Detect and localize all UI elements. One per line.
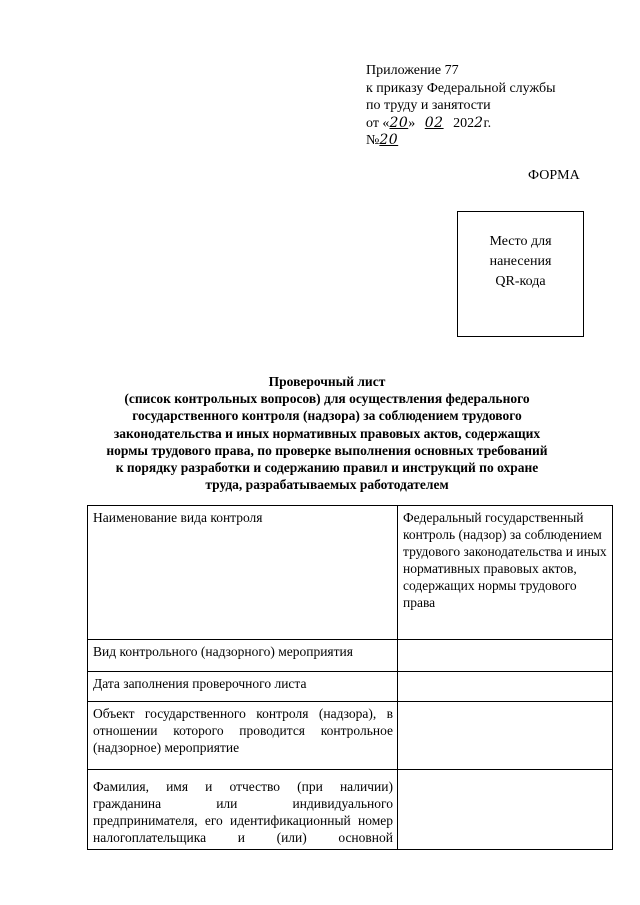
document-title [92,373,562,493]
table-row [88,672,613,702]
title-line-1: Проверочный лист [268,374,386,389]
title-line-5: нормы трудового права, по проверке выполнения основных требований [106,442,548,458]
table-cell-label: Вид контрольного (надзорного) мероприятия [88,640,398,672]
qr-box-line-3: QR-кода [495,274,546,289]
table-cell-value [398,672,613,702]
form-label: ФОРМА [528,168,580,183]
date-month: 02 [424,114,444,131]
annex-line-2: к приказу Федеральной службы [366,80,556,96]
qr-box-line-2: нанесения [489,254,552,269]
table-cell-label: Дата заполнения проверочного листа [88,672,398,702]
table-cell-value [398,770,613,850]
table-cell-label: Наименование вида контроля [88,506,398,640]
table-row [88,702,613,770]
table-row [88,640,613,672]
qr-code-placeholder [457,211,584,337]
table-cell-value [398,640,613,672]
annex-block [366,62,555,150]
table-cell-value: Федеральный государственный контроль (надзор) за соблюдением трудового законодательства и иных нормативных правовых актов, содержащих нормы трудового права [398,506,613,640]
date-day: 20 [389,114,409,131]
annex-line-1: Приложение 77 [366,63,459,78]
table-cell-label: Объект государственного контроля (надзора), в отношении которого проводится контрольное (надзорное) мероприятие [88,702,398,770]
table-cell-label: Фамилия, имя и отчество (при наличии) гражданина или индивидуального предпринимателя, его идентификационный номер налогоплательщика и (или) основной [88,770,398,850]
date-year-prefix: 202 [449,115,475,131]
title-line-7: труда, разрабатываемых работодателем [205,477,449,493]
date-year-digit: 2 [474,114,484,131]
date-prefix: от « [366,115,390,131]
title-line-6: к порядку разработки и содержанию правил и инструкций по охране [115,460,539,476]
title-line-2: (список контрольных вопросов) для осуществления федерального [124,391,530,407]
number-prefix: № [366,133,380,148]
annex-line-3: по труду и занятости [366,98,491,113]
qr-box-line-1: Место для [489,234,552,249]
title-line-4: законодательства и иных нормативных правовых актов, содержащих [113,425,541,441]
table-row [88,770,613,850]
table-cell-value [398,702,613,770]
annex-date-line [366,115,555,133]
title-line-3: государственного контроля (надзора) за соблюдением трудового [132,408,522,424]
date-suffix: г. [483,115,492,131]
control-info-table [87,505,613,850]
table-row [88,506,613,640]
annex-number-line [366,132,555,150]
date-mid: » [408,115,419,131]
number-value: 20 [379,132,399,148]
